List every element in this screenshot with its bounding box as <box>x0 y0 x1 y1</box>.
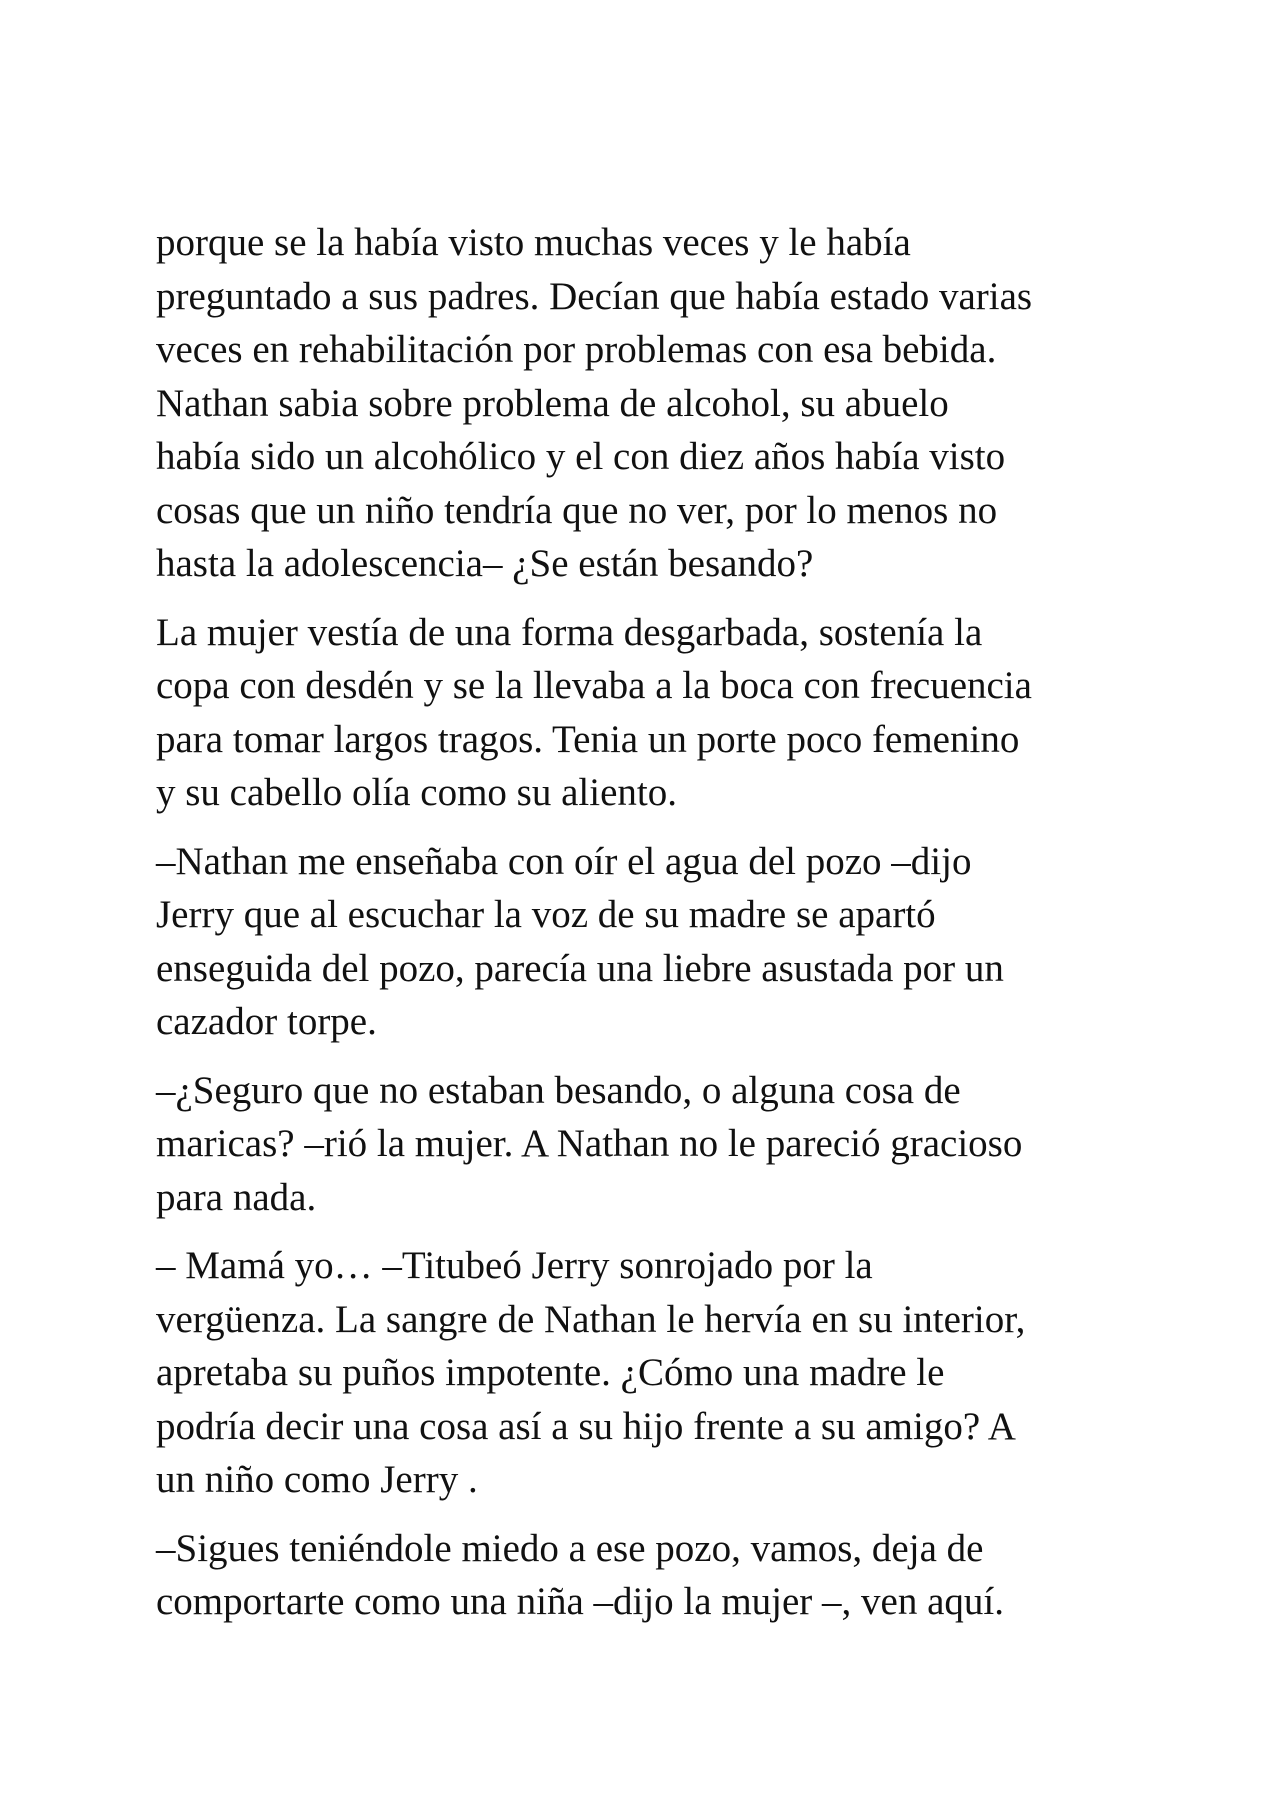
text-line: para nada. <box>156 1175 317 1219</box>
text-line: hasta la adolescencia– ¿Se están besando? <box>156 542 814 585</box>
text-line: –¿Seguro que no estaban besando, o alguna cosa de <box>156 1068 961 1112</box>
paragraph <box>156 1522 1141 1629</box>
text-line: preguntado a sus padres. Decían que había estado varias <box>156 274 1033 318</box>
text-line: –Nathan me enseñaba con oír el agua del pozo –dijo <box>156 839 972 883</box>
text-line: veces en rehabilitación por problemas con esa bebida. <box>156 328 997 371</box>
text-line: La mujer vestía de una forma desgarbada, sostenía la <box>156 610 983 654</box>
text-line: enseguida del pozo, parecía una liebre asustada por un <box>156 946 1004 990</box>
text-line: apretaba su puños impotente. ¿Cómo una madre le <box>156 1351 945 1394</box>
text-line: –Sigues teniéndole miedo a ese pozo, vamos, deja de <box>156 1526 984 1570</box>
text-line: para tomar largos tragos. Tenia un porte poco femenino <box>156 717 1020 761</box>
paragraph <box>156 1239 1141 1507</box>
text-line: Nathan sabia sobre problema de alcohol, su abuelo <box>156 381 949 425</box>
page-body <box>156 216 1141 1644</box>
text-line: maricas? –rió la mujer. A Nathan no le pareció gracioso <box>156 1122 1023 1165</box>
text-line: vergüenza. La sangre de Nathan le hervía en su interior, <box>156 1297 1026 1341</box>
text-line: Jerry que al escuchar la voz de su madre se apartó <box>156 893 936 936</box>
text-line: había sido un alcohólico y el con diez años había visto <box>156 435 1006 478</box>
text-line: un niño como Jerry . <box>156 1458 478 1501</box>
text-line: cosas que un niño tendría que no ver, por lo menos no <box>156 488 998 532</box>
paragraph <box>156 1064 1141 1225</box>
text-line: – Mamá yo… –Titubeó Jerry sonrojado por la <box>156 1244 873 1287</box>
text-line: y su cabello olía como su aliento. <box>156 771 677 814</box>
paragraph <box>156 835 1141 1049</box>
text-line: porque se la había visto muchas veces y le había <box>156 221 911 264</box>
paragraph <box>156 606 1141 820</box>
text-line: copa con desdén y se la llevaba a la boca con frecuencia <box>156 664 1032 707</box>
paragraph <box>156 216 1141 591</box>
text-line: cazador torpe. <box>156 1000 377 1043</box>
text-line: podría decir una cosa así a su hijo frente a su amigo? A <box>156 1404 1016 1448</box>
text-line: comportarte como una niña –dijo la mujer –, ven aquí. <box>156 1580 1005 1623</box>
